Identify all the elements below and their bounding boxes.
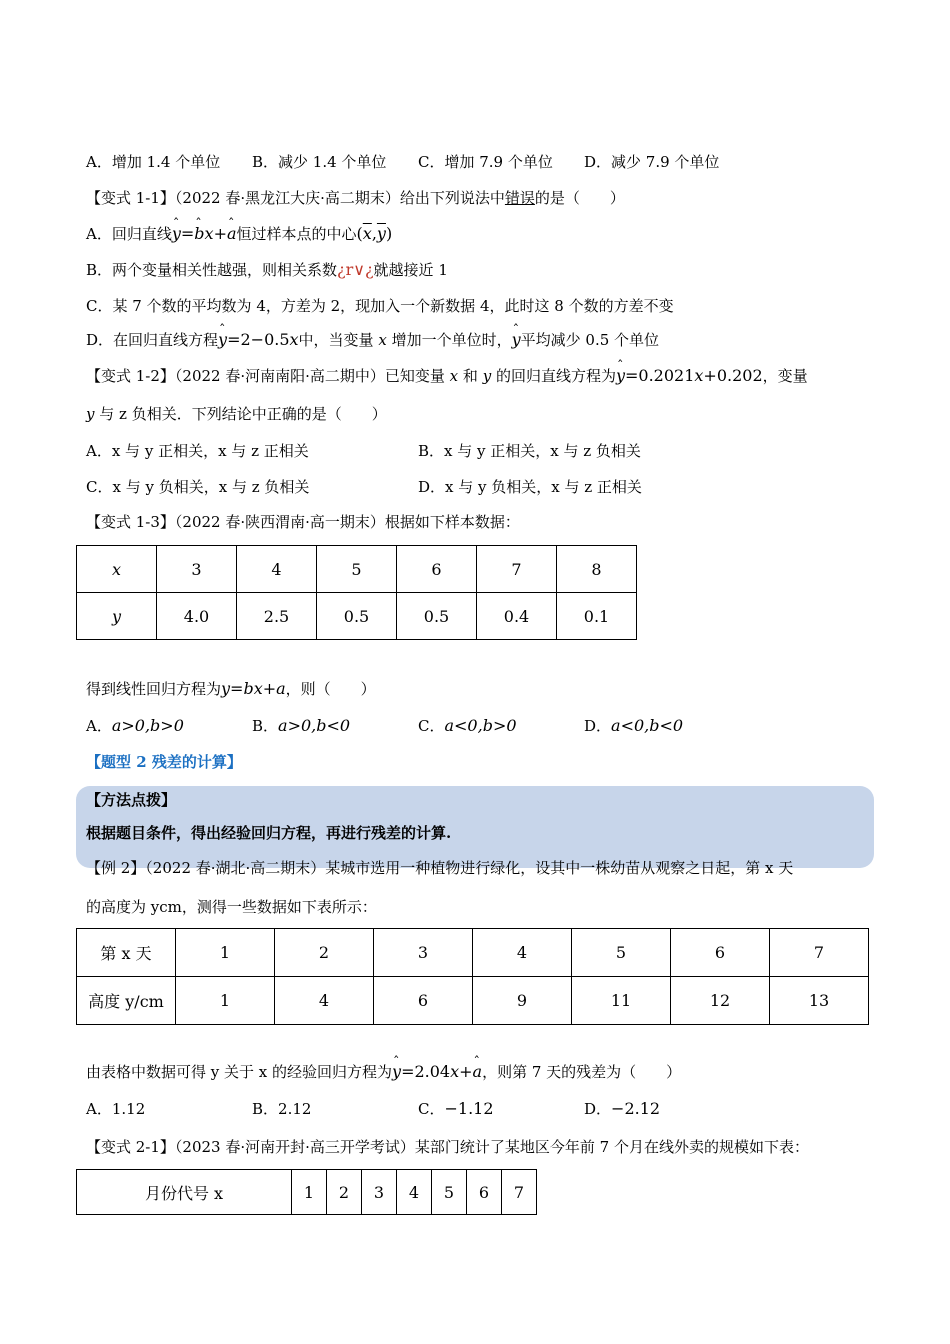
table-row <box>77 546 637 593</box>
table-cell: 4 <box>473 929 572 977</box>
example-2-line2: 的高度为 ycm，测得一些数据如下表所示： <box>86 898 377 916</box>
variant-1-2-option-a: A．x 与 y 正相关，x 与 z 正相关 <box>86 442 309 460</box>
table-cell: 第 x 天 <box>77 929 176 977</box>
table-cell: x <box>77 546 157 593</box>
table-cell: 12 <box>671 977 770 1025</box>
table-cell: 2 <box>327 1170 362 1215</box>
variant-1-3-question: 得到线性回归方程为y=bx+a，则（ ） <box>86 679 376 698</box>
table-cell: 4 <box>237 546 317 593</box>
table-cell: 4 <box>397 1170 432 1215</box>
example-2-option-a: A．1.12 <box>86 1100 146 1118</box>
table-row <box>77 593 637 640</box>
table-cell: 11 <box>572 977 671 1025</box>
table-cell: 7 <box>502 1170 537 1215</box>
variant-1-3-option-c: C．a<0,b>0 <box>418 716 517 735</box>
table-row <box>77 1170 537 1215</box>
table-cell: 8 <box>557 546 637 593</box>
table-cell: 6 <box>374 977 473 1025</box>
variant-1-2-line2: y 与 z 负相关．下列结论中正确的是（ ） <box>86 405 387 423</box>
table-cell: 3 <box>157 546 237 593</box>
variant-1-1-title: 【变式 1-1】（2022 春·黑龙江大庆·高二期末）给出下列说法中错误的是（ ） <box>86 189 625 207</box>
table-cell: 5 <box>572 929 671 977</box>
option-c: C．增加 7.9 个单位 <box>418 153 553 171</box>
table-cell: 7 <box>770 929 869 977</box>
example-2-question: 由表格中数据可得 y 关于 x 的经验回归方程为y ˆ=2.04x+a ˆ，则第 7 天的残差为（ ） <box>86 1062 681 1082</box>
table-cell: 3 <box>374 929 473 977</box>
option-a: A．增加 1.4 个单位 <box>86 153 221 171</box>
table-cell: 5 <box>432 1170 467 1215</box>
table-cell: 1 <box>292 1170 327 1215</box>
table-cell: 4.0 <box>157 593 237 640</box>
table-cell: 4 <box>275 977 374 1025</box>
variant-1-2-option-b: B．x 与 y 正相关，x 与 z 负相关 <box>418 442 641 460</box>
table-cell: 1 <box>176 929 275 977</box>
variant-1-1-option-d: D．在回归直线方程y ˆ=2−0.5x中，当变量 x 增加一个单位时，y ˆ平均减少 0.5 个单位 <box>86 330 659 350</box>
option-d: D．减少 7.9 个单位 <box>584 153 720 171</box>
section-heading: 【题型 2 残差的计算】 <box>86 753 242 771</box>
example-2-option-b: B．2.12 <box>252 1100 312 1118</box>
table-row <box>77 977 869 1025</box>
table-cell: 7 <box>477 546 557 593</box>
option-b: B．减少 1.4 个单位 <box>252 153 387 171</box>
sample-data-table <box>76 545 637 640</box>
table-cell: 3 <box>362 1170 397 1215</box>
table-cell: 1 <box>176 977 275 1025</box>
growth-table <box>76 928 869 1025</box>
table-cell: 0.4 <box>477 593 557 640</box>
method-title: 【方法点拨】 <box>86 791 177 809</box>
variant-1-1-option-b: B．两个变量相关性越强，则相关系数¿r∨¿就越接近 1 <box>86 260 448 279</box>
table-cell: 月份代号 x <box>77 1170 292 1215</box>
table-cell: 13 <box>770 977 869 1025</box>
variant-1-1-option-a: A．回归直线y ˆ=b ˆx+a ˆ恒过样本点的中心$(\overline{x},\overline{y})$ <box>86 224 392 244</box>
variant-1-2-option-d: D．x 与 y 负相关，x 与 z 正相关 <box>418 478 642 496</box>
table-cell: 0.5 <box>317 593 397 640</box>
table-cell: 6 <box>467 1170 502 1215</box>
table-cell: 6 <box>671 929 770 977</box>
table-cell: 2 <box>275 929 374 977</box>
table-cell: 0.1 <box>557 593 637 640</box>
method-text: 根据题目条件，得出经验回归方程，再进行残差的计算. <box>86 824 452 842</box>
variant-1-1-option-c: C．某 7 个数的平均数为 4，方差为 2，现加入一个新数据 4，此时这 8 个数的方差不变 <box>86 297 674 315</box>
variant-1-3-option-d: D．a<0,b<0 <box>584 716 684 735</box>
variant-1-2-option-c: C．x 与 y 负相关，x 与 z 负相关 <box>86 478 310 496</box>
table-cell: 2.5 <box>237 593 317 640</box>
example-2-line1: 【例 2】（2022 春·湖北·高二期末）某城市选用一种植物进行绿化，设其中一株幼苗从观察之日起，第 x 天 <box>86 859 794 877</box>
variant-1-3-option-a: A．a>0,b>0 <box>86 716 184 735</box>
table-cell: 9 <box>473 977 572 1025</box>
example-2-option-c: C．−1.12 <box>418 1099 494 1118</box>
table-cell: 5 <box>317 546 397 593</box>
example-2-option-d: D．−2.12 <box>584 1099 661 1118</box>
variant-1-3-title: 【变式 1-3】（2022 春·陕西渭南·高一期末）根据如下样本数据： <box>86 513 520 531</box>
table-cell: 高度 y/cm <box>77 977 176 1025</box>
table-cell: y <box>77 593 157 640</box>
table-cell: 0.5 <box>397 593 477 640</box>
takeout-table <box>76 1169 537 1215</box>
table-row <box>77 929 869 977</box>
variant-2-1-title: 【变式 2-1】（2023 春·河南开封·高三开学考试）某部门统计了某地区今年前 7 个月在线外卖的规模如下表： <box>86 1138 809 1156</box>
table-cell: 6 <box>397 546 477 593</box>
variant-1-3-option-b: B．a>0,b<0 <box>252 716 351 735</box>
variant-1-2-title: 【变式 1-2】（2022 春·河南南阳·高二期中）已知变量 x 和 y 的回归直线方程为y ˆ=0.2021x+0.202，变量 <box>86 366 808 386</box>
